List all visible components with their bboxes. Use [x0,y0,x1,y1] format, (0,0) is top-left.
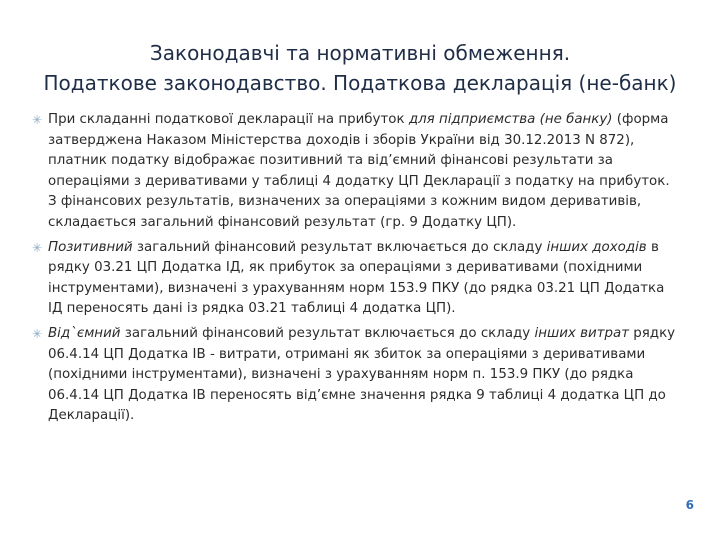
bullet-2-text-2: в рядку 03.21 ЦП Додатка ІД, як прибуток за операціями з деривативами (похідними інструментами), визначені з урахуванням норм 153.9 ПКУ (до рядка 03.21 ЦП Додатка ІД переносять дані із рядка 03.21 таблиці 4 додатка ЦП). [48,239,665,317]
bullet-star-icon: ✳ [32,240,43,255]
bullet-item-1 [34,110,679,234]
slide-title-line-1: Законодавчі та нормативні обмеження. [149,41,571,65]
bullet-3-italic-2: інших витрат [534,325,629,341]
bullet-2-text-1: загальний фінансовий результат включається до складу [132,239,547,255]
slide-title-line-2: Податкове законодавство. Податкова декларація (не-банк) [43,71,677,95]
bullet-item-3 [34,324,679,427]
bullet-3-italic-1: Від`ємний [48,325,121,341]
bullet-1-text-1: При складанні податкової декларації на прибуток [48,112,409,127]
bullet-1-text-2: (форма затверджена Наказом Міністерства доходів і зборів України від 30.12.2013 N 872), платник податку відображає позитивний та від’ємний фінансові результати за операціями з деривативами у таблиці 4 додатку ЦП Декларації з податку на прибуток. З фінансових результатів, визначених за операціями з кожним видом деривативів, складається загальний фінансовий результат (гр. 9 Додатку ЦП). [48,112,670,230]
bullet-3-text-1: загальний фінансовий результат включається до складу [120,325,535,341]
bullet-item-2 [34,238,679,320]
bullet-1-italic-1: для підприємства (не банку) [408,112,613,127]
bullet-3-text-2: рядку 06.4.14 ЦП Додатка ІВ - витрати, отримані як збиток за операціями з деривативами (похідними інструментами), визначені з урахуванням норм п. 153.9 ПКУ (до рядка 06.4.14 ЦП Додатка ІВ переносять від’ємне значення рядка 9 таблиці 4 додатка ЦП до Декларації). [48,325,676,424]
bullet-2-italic-2: інших доходів [546,239,647,255]
bullet-2-italic-1: Позитивний [48,239,133,255]
page-number: 6 [685,498,694,512]
bullet-star-icon: ✳ [32,113,43,127]
bullet-list [34,110,679,431]
bullet-star-icon: ✳ [32,326,43,341]
slide-title [20,38,700,98]
